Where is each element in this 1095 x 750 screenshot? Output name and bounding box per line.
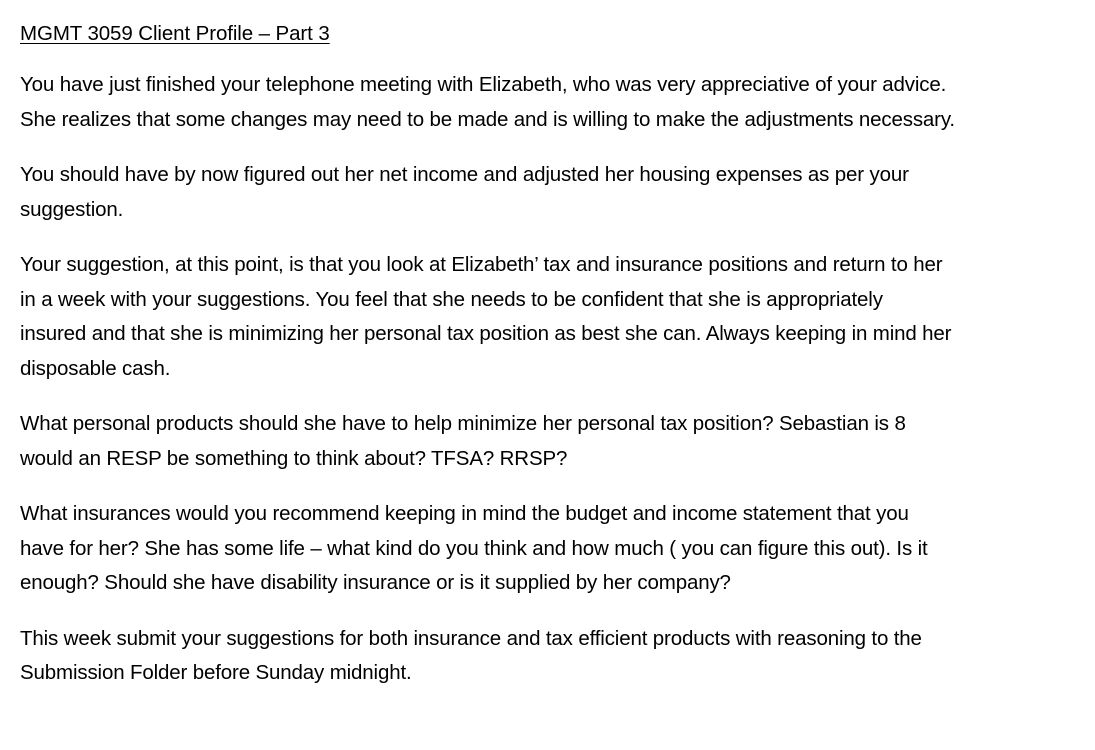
paragraph-line: suggestion.: [20, 197, 124, 221]
paragraph-line: What personal products should she have to help minimize her personal tax position? Sebastian is 8: [20, 412, 906, 435]
paragraph-line: Submission Folder before Sunday midnight.: [20, 661, 412, 684]
paragraph-tax-insurance: [20, 248, 1073, 386]
paragraph-line: enough? Should she have disability insurance or is it supplied by her company?: [20, 571, 731, 594]
paragraph-line: have for her? She has some life – what kind do you think and how much ( you can figure this out). Is it: [20, 536, 928, 560]
paragraph-submission: [20, 622, 1073, 691]
paragraph-line: You should have by now figured out her net income and adjusted her housing expenses as per your: [20, 163, 909, 186]
paragraph-line: You have just finished your telephone meeting with Elizabeth, who was very appreciative of your advice.: [20, 73, 947, 96]
paragraph-line: She realizes that some changes may need to be made and is willing to make the adjustments necessary.: [20, 107, 955, 131]
paragraph-net-income: [20, 158, 1073, 227]
paragraph-line: What insurances would you recommend keeping in mind the budget and income statement that you: [20, 502, 909, 525]
paragraph-line: in a week with your suggestions. You feel that she needs to be confident that she is appropriately: [20, 287, 883, 311]
paragraph-line: insured and that she is minimizing her personal tax position as best she can. Always keeping in mind her: [20, 322, 952, 345]
paragraph-line: Your suggestion, at this point, is that you look at Elizabeth’ tax and insurance positions and return to her: [20, 253, 943, 276]
document-title: MGMT 3059 Client Profile – Part 3: [20, 22, 330, 45]
paragraph-line: disposable cash.: [20, 356, 171, 380]
paragraph-line: would an RESP be something to think about? TFSA? RRSP?: [20, 446, 568, 470]
paragraph-insurances: [20, 497, 1073, 601]
paragraph-line: This week submit your suggestions for both insurance and tax efficient products with reasoning to the: [20, 626, 922, 650]
paragraph-personal-products: [20, 407, 1073, 476]
paragraph-meeting-summary: [20, 68, 1073, 137]
